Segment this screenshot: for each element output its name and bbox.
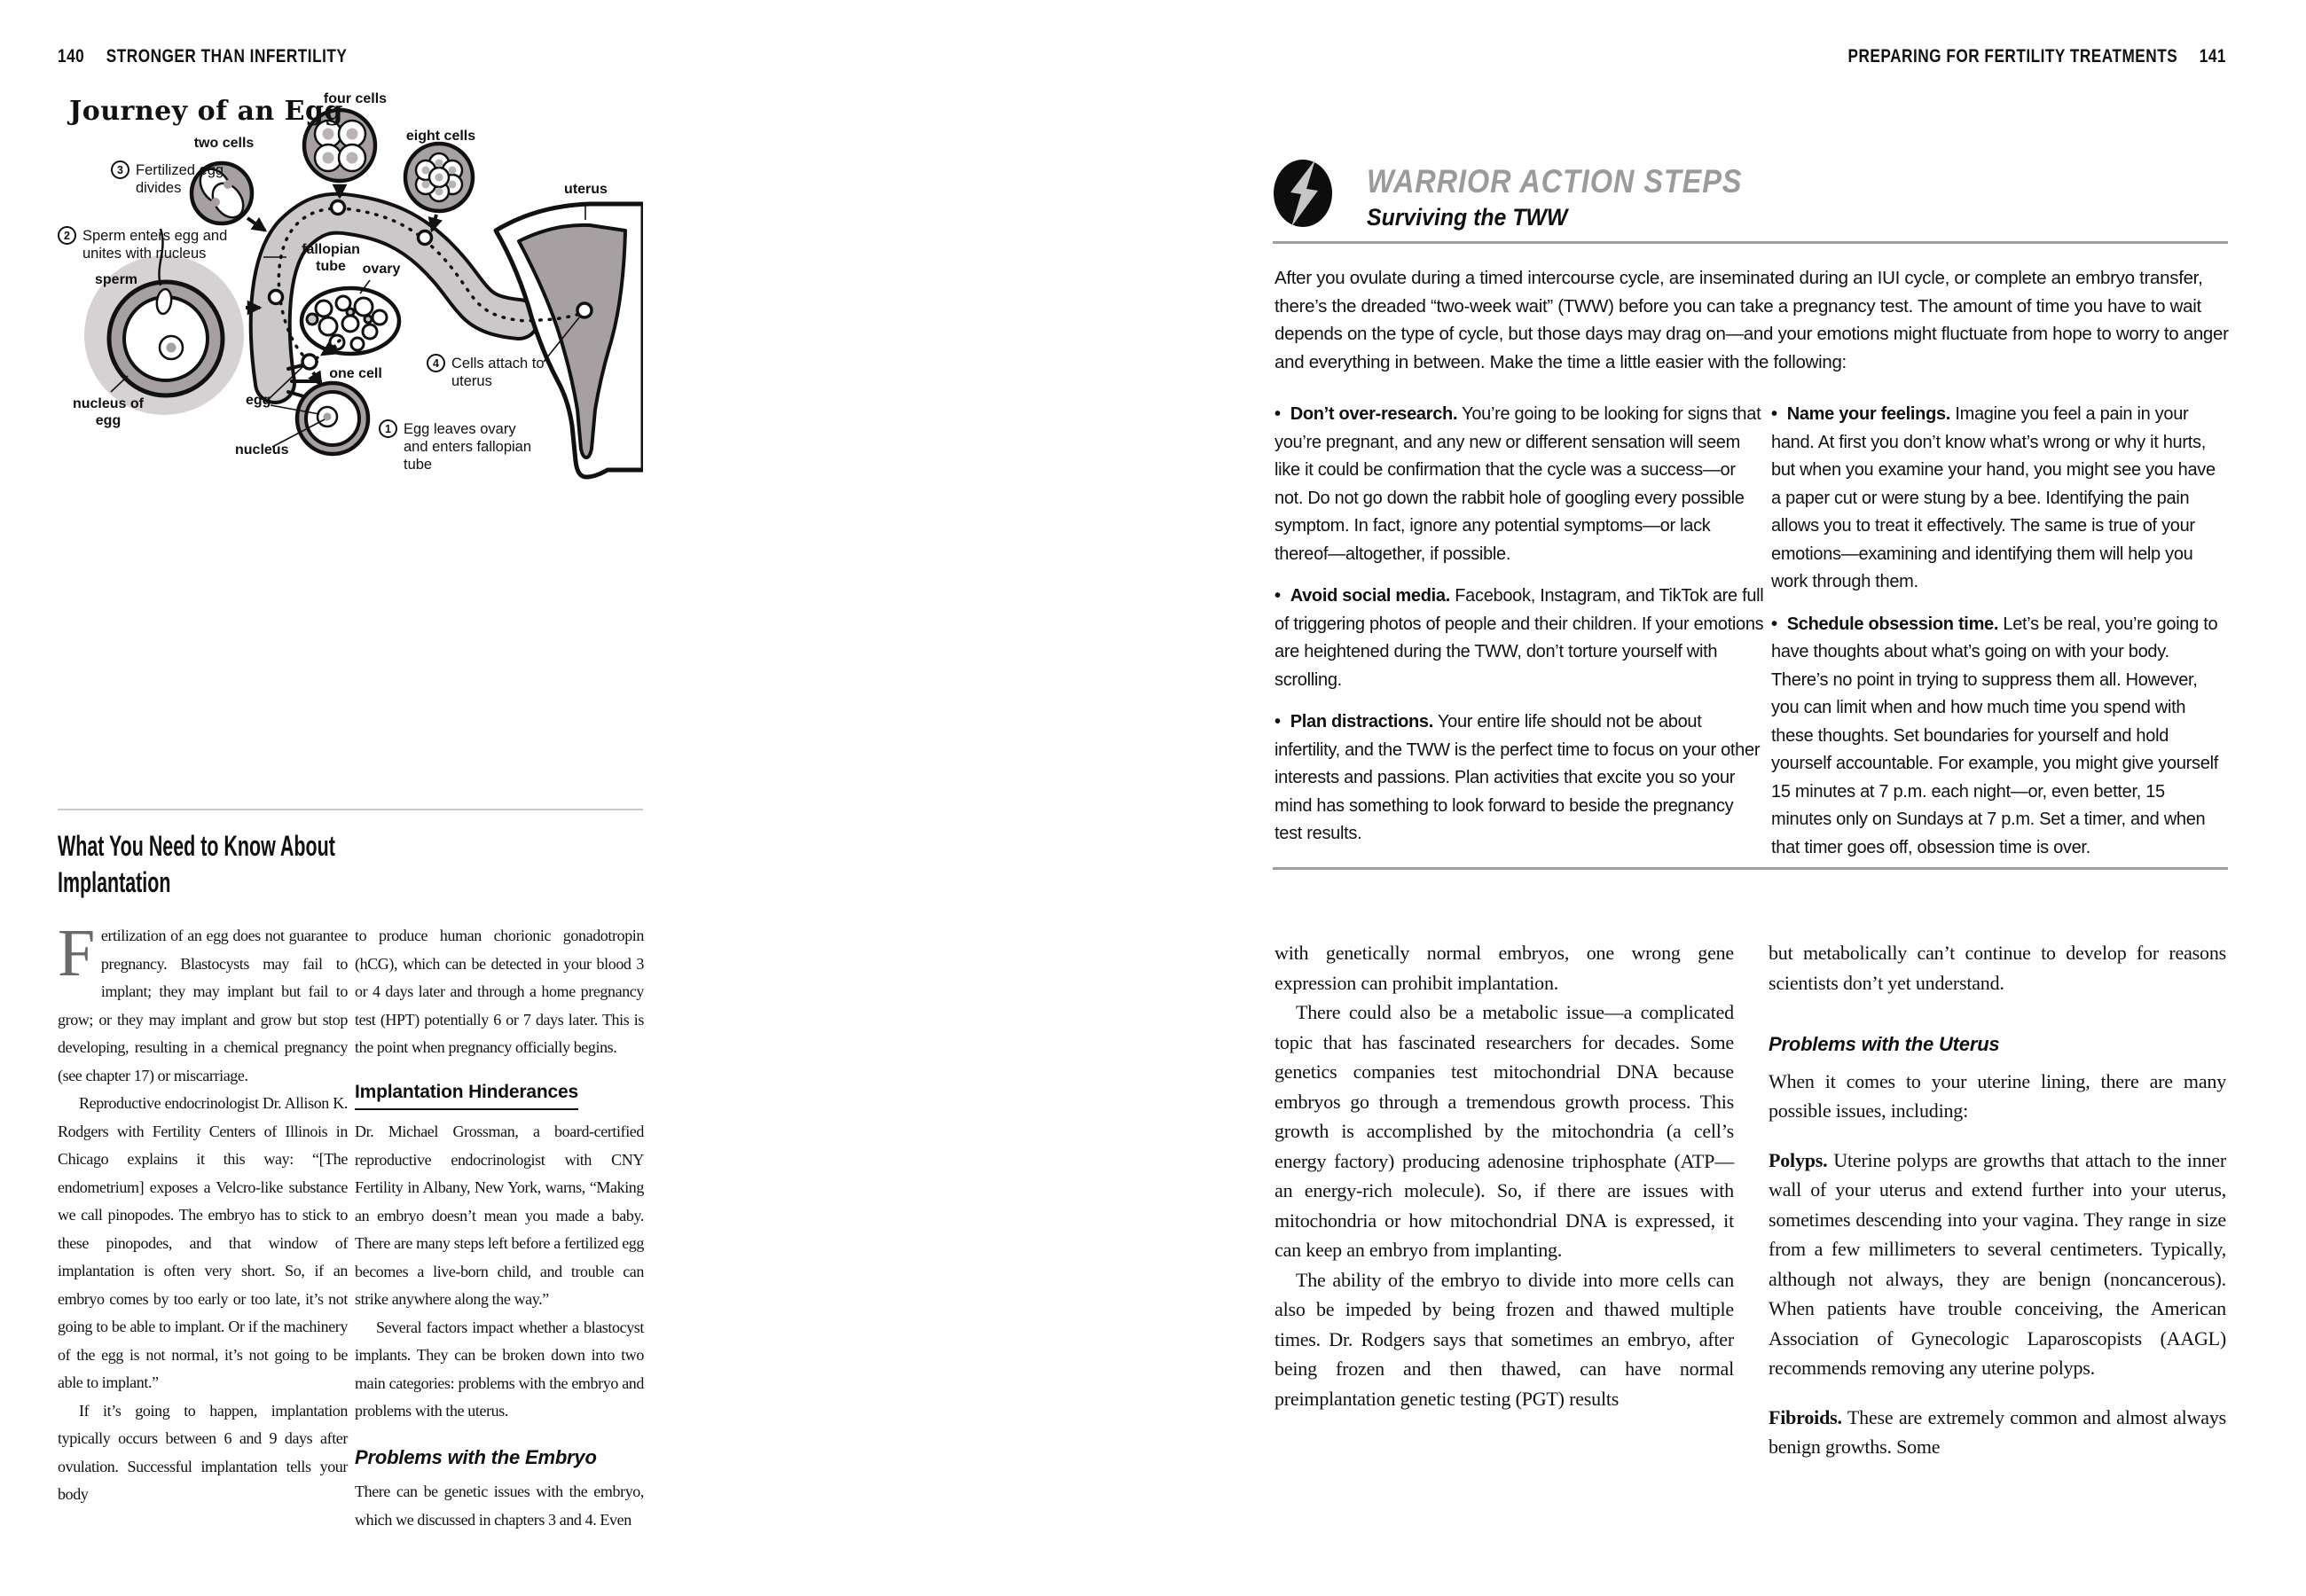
diagram-label-ovary: ovary	[362, 262, 401, 277]
ovary-shape	[302, 288, 399, 354]
step-3-text: Fertilized egg divides	[136, 162, 224, 196]
step-4-text: Cells attach to uterus	[451, 356, 545, 389]
bullet-icon: •	[1275, 586, 1281, 606]
paragraph: Fibroids. These are extremely common and almost always benign growths. Some	[1769, 1405, 2226, 1458]
diagram-label-eight-cells: eight cells	[405, 129, 476, 144]
paragraph: There can be genetic issues with the embryo, which we discussed in chapters 3 and 4. Even	[355, 1483, 644, 1529]
diagram-step-1	[379, 420, 552, 473]
left-running-head	[58, 46, 347, 67]
bullet-icon: •	[1771, 614, 1777, 634]
warrior-box-subtitle: Surviving the TWW	[1367, 204, 1568, 231]
subhead-problems-with-uterus: Problems with the Uterus	[1769, 1033, 2000, 1055]
step-2-number-icon: 2	[58, 226, 76, 245]
warrior-intro: After you ovulate during a timed intercourse cycle, are inseminated during an IUI cycle, or complete an embryo transfer, there’s the dreaded “two-week wait” (TWW) before you can take a pregnancy test. The amount of time you have to wait depends on the type of cycle, but those days may drag on—and your emotions might fluctuate from hope to worry to anger and everything in between. Make the time a little easier with the following:	[1275, 268, 2229, 372]
bullet-item: • Name your feelings. Imagine you feel a pain in your hand. At first you don’t know what’s wrong or why it hurts, but when you examine your hand, you might see you have a paper cut or were stung by a bee. Identifying the pain allows you to treat it effectively. The same is true of your emotions—examining and identifying them will help you work through them.	[1771, 404, 2216, 591]
diagram-label-sperm: sperm	[95, 272, 138, 287]
egg-journey-diagram	[58, 89, 643, 809]
diagram-label-egg: egg	[246, 393, 271, 408]
fibroids-lead: Fibroids.	[1769, 1405, 1842, 1428]
left-running-head-title: STRONGER THAN INFERTILITY	[106, 46, 348, 66]
article-heading: What You Need to Know About Implantation	[58, 830, 335, 898]
right-running-head-title: PREPARING FOR FERTILITY TREATMENTS	[1847, 46, 2178, 66]
step-2-text: Sperm enters egg and unites with nucleus	[82, 228, 228, 262]
step-1-number-icon: 1	[379, 419, 397, 438]
drop-cap: F	[58, 916, 95, 990]
eight-cells-shape	[405, 144, 473, 211]
left-page-number: 140	[58, 46, 85, 66]
left-article-column-2	[355, 922, 644, 1534]
right-running-head	[1440, 46, 2226, 67]
diagram-label-fallopian-tube: fallopian tube	[302, 242, 360, 274]
bullet-column-1	[1275, 401, 1764, 863]
diagram-label-uterus: uterus	[564, 182, 608, 197]
paragraph: with genetically normal embryos, one wrong gene expression can prohibit implantation.	[1275, 942, 1734, 994]
paragraph: If it’s going to happen, implantation typically occurs between 6 and 9 days after ovulation. Successful implantation tells your body	[58, 1401, 348, 1503]
step-1-text: Egg leaves ovary and enters fallopian tube	[404, 421, 532, 473]
warrior-box-title: WARRIOR ACTION STEPS	[1367, 163, 1743, 200]
step-3-number-icon: 3	[111, 160, 129, 179]
section-divider	[58, 809, 643, 810]
paragraph: Polyps. Uterine polyps are growths that attach to the inner wall of your uterus and extend further into your uterus, sometimes descending into your vagina. They range in size from a few millimeters to several centimeters. Typically, although not always, they are benign (noncancerous). When patients have trouble conceiving, the American Association of Gynecologic Laparoscopists (AAGL) recommends removing any uterine polyps.	[1769, 1148, 2226, 1379]
paragraph: Reproductive endocrinologist Dr. Allison K. Rodgers with Fertility Centers of Illinois in Chicago explains it this way: “[The endometrium] exposes a Velcro-like substance we call pinopodes. The embryo has to stick to these pinopodes, and that window of implantation is often very short. So, if an embryo comes by too early or too late, it’s not going to be able to implant. Or if the machinery of the egg is not normal, it’s not going to be able to implant.”	[58, 1094, 348, 1391]
diagram-label-nucleus: nucleus	[235, 442, 289, 458]
bullet-icon: •	[1771, 404, 1777, 424]
bullet-icon: •	[1275, 404, 1281, 424]
bullet-column-2	[1771, 401, 2228, 876]
diagram-step-3	[111, 161, 244, 197]
warrior-box-top-rule	[1273, 241, 2228, 244]
paragraph: Dr. Michael Grossman, a board-certified reproductive endocrinologist with CNY Fertility in Albany, New York, warns, “Making an embryo doesn’t mean you made a baby. There are many steps left before a fertilized egg becomes a live-born child, and trouble can strike anywhere along the way.”	[355, 1123, 644, 1308]
subhead-problems-with-embryo: Problems with the Embryo	[355, 1445, 597, 1468]
left-article-column-1	[58, 916, 348, 1509]
paragraph: but metabolically can’t continue to develop for reasons scientists don’t yet understand.	[1769, 942, 2226, 994]
polyps-lead: Polyps.	[1769, 1148, 1828, 1171]
warrior-action-steps-header	[1273, 156, 2228, 241]
diagram-label-nucleus-of-egg: nucleus of egg	[72, 396, 144, 428]
one-cell-shape	[297, 383, 368, 454]
paragraph: There could also be a metabolic issue—a complicated topic that has fascinated researchers for decades. Some genetics companies test mitochondrial DNA because embryos go through a tremendous growth process. This growth is accomplished by the mitochondria (a cell’s energy factory) producing adenosine triphosphate (ATP—an energy-rich molecule). So, if there are issues with mitochondria or how mitochondrial DNA is expressed, it can keep an embryo from implanting.	[1275, 1001, 1734, 1261]
step-4-number-icon: 4	[427, 354, 445, 372]
paragraph: When it comes to your uterine lining, there are many possible issues, including:	[1769, 1069, 2226, 1122]
warrior-box-bottom-rule	[1273, 867, 2228, 870]
right-body-column-1	[1275, 938, 1734, 1413]
paragraph: Several factors impact whether a blastocyst implants. They can be broken down into two main categories: problems with the embryo and problems with the uterus.	[355, 1318, 644, 1420]
subhead-implantation-hinderances: Implantation Hinderances	[355, 1078, 578, 1111]
paragraph: Fertilization of an egg does not guarantee pregnancy. Blastocysts may fail to implant; they may implant but fail to grow; or they may implant and grow but stop developing, resulting in a chemical pregnancy (see chapter 17) or miscarriage.	[58, 916, 348, 1084]
bullet-item: • Plan distractions. Your entire life should not be about infertility, and the TWW is the perfect time to focus on your other interests and passions. Plan activities that excite you so your mind has something to look forward to beside the pregnancy test results.	[1275, 712, 1761, 843]
diagram-label-two-cells: two cells	[193, 136, 255, 151]
diagram-title: Journey of an Egg	[69, 96, 343, 127]
blastocyst-in-uterus	[577, 303, 592, 317]
diagram-step-2	[58, 227, 246, 262]
diagram-label-four-cells: four cells	[323, 91, 388, 106]
right-body-column-2	[1769, 938, 2226, 1462]
paragraph: to produce human chorionic gonadotropin (hCG), which can be detected in your blood 3 or 4 days later and through a home pregnancy test (HPT) potentially 6 or 7 days later. This is the point when pregnancy officially begins.	[355, 927, 644, 1056]
bullet-item: • Avoid social media. Facebook, Instagram, and TikTok are full of triggering photos of people and their children. If your emotions are heightened during the TWW, don’t torture yourself with scrolling.	[1275, 586, 1764, 690]
bullet-item: • Don’t over-research. You’re going to be looking for signs that you’re pregnant, and any new or different sensation will seem like it could be confirmation that the cycle was a success—or not. Do not go down the rabbit hole of googling every possible symptom. In fact, ignore any potential symptoms—or lack thereof—altogether, if possible.	[1275, 404, 1761, 564]
bullet-icon: •	[1275, 712, 1281, 732]
lightning-bolt-icon	[1273, 158, 1335, 229]
bullet-item: • Schedule obsession time. Let’s be real, you’re going to have thoughts about what’s going on with your body. There’s no point in trying to suppress them all. However, you can limit when and how much time you spend with these thoughts. Set boundaries for yourself and hold yourself accountable. For example, you might give yourself 15 minutes at 7 p.m. each night—or, even better, 15 minutes only on Sundays at 7 p.m. Set a timer, and when that timer goes off, obsession time is over.	[1771, 614, 2218, 857]
paragraph: The ability of the embryo to divide into more cells can also be impeded by being frozen and thawed multiple times. Dr. Rodgers says that sometimes an embryo, after being frozen and then thawed, can have normal preimplantation genetic testing (PGT) results	[1275, 1268, 1734, 1410]
right-page-number: 141	[2199, 46, 2226, 66]
diagram-label-one-cell: one cell	[329, 366, 382, 381]
diagram-step-4	[427, 355, 577, 390]
